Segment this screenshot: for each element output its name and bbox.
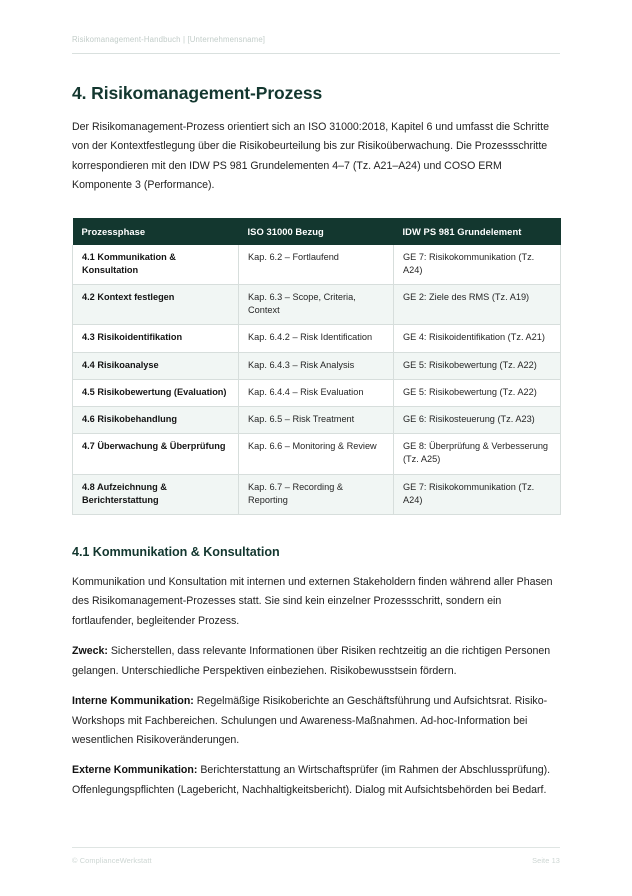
- page-footer: [72, 847, 560, 866]
- cell-idw: GE 5: Risikobewertung (Tz. A22): [394, 379, 561, 406]
- page-title: 4. Risikomanagement-Prozess: [72, 83, 323, 103]
- table-body: [73, 245, 561, 515]
- cell-phase: 4.7 Überwachung & Überprüfung: [73, 434, 239, 474]
- cell-phase: 4.8 Aufzeichnung & Berichterstattung: [73, 474, 239, 514]
- zweck-label: Zweck:: [72, 645, 108, 658]
- table-row: [73, 434, 561, 474]
- cell-phase: 4.4 Risikoanalyse: [73, 352, 239, 379]
- zweck-text: Sicherstellen, dass relevante Informationen über Risiken rechtzeitig an die richtigen Personen gelangen. Unterschiedliche Perspektiven einbeziehen. Risikobewusstsein fördern.: [72, 645, 551, 677]
- process-phase-table: [72, 218, 561, 515]
- cell-iso: Kap. 6.2 – Fortlaufend: [239, 245, 394, 285]
- table-header-row: [73, 218, 561, 245]
- footer-copyright: © ComplianceWerkstatt: [72, 856, 152, 865]
- externe-kommunikation-label: Externe Kommunikation:: [72, 764, 198, 777]
- process-table-container: [72, 218, 560, 515]
- table-row: [73, 474, 561, 514]
- section-paragraph-interne-kommunikation: [72, 692, 560, 750]
- cell-phase: 4.2 Kontext festlegen: [73, 285, 239, 325]
- header-divider: [72, 53, 560, 54]
- section-4-1: [72, 543, 560, 800]
- table-row: [73, 379, 561, 406]
- cell-phase: 4.3 Risikoidentifikation: [73, 325, 239, 352]
- cell-iso: Kap. 6.4.3 – Risk Analysis: [239, 352, 394, 379]
- cell-idw: GE 2: Ziele des RMS (Tz. A19): [394, 285, 561, 325]
- section-paragraph-zweck: [72, 642, 560, 681]
- cell-phase: 4.1 Kommunikation & Konsultation: [73, 245, 239, 285]
- section-heading: 4.1 Kommunikation & Konsultation: [72, 545, 280, 560]
- cell-iso: Kap. 6.4.2 – Risk Identification: [239, 325, 394, 352]
- cell-idw: GE 5: Risikobewertung (Tz. A22): [394, 352, 561, 379]
- cell-idw: GE 7: Risikokommunikation (Tz. A24): [394, 245, 561, 285]
- cell-iso: Kap. 6.7 – Recording & Reporting: [239, 474, 394, 514]
- cell-iso: Kap. 6.3 – Scope, Criteria, Context: [239, 285, 394, 325]
- section-paragraph-intro: Kommunikation und Konsultation mit internen und externen Stakeholdern finden während aller Phasen des Risikomanagement-Prozesses statt. Sie sind kein einzelner Prozessschritt, sondern ein fortlaufender, begleitender Prozess.: [72, 576, 553, 627]
- column-header-prozessphase: Prozessphase: [73, 218, 239, 245]
- chapter-intro-paragraph: Der Risikomanagement-Prozess orientiert sich an ISO 31000:2018, Kapitel 6 und umfasst die Schritte von der Kontextfestlegung über die Risikobeurteilung bis zur Risikoüberwachung. Die Prozessschritte korrespondieren mit den IDW PS 981 Grundelementen 4–7 (Tz. A21–A24) und COSO ERM Komponente 3 (Performance).: [72, 121, 549, 192]
- cell-phase: 4.5 Risikobewertung (Evaluation): [73, 379, 239, 406]
- cell-iso: Kap. 6.4.4 – Risk Evaluation: [239, 379, 394, 406]
- table-header: [73, 218, 561, 245]
- cell-iso: Kap. 6.6 – Monitoring & Review: [239, 434, 394, 474]
- column-header-idw-grundelement: IDW PS 981 Grundelement: [394, 218, 561, 245]
- cell-idw: GE 6: Risikosteuerung (Tz. A23): [394, 407, 561, 434]
- cell-idw: GE 4: Risikoidentifikation (Tz. A21): [394, 325, 561, 352]
- cell-phase: 4.6 Risikobehandlung: [73, 407, 239, 434]
- table-row: [73, 352, 561, 379]
- interne-kommunikation-label: Interne Kommunikation:: [72, 695, 194, 708]
- footer-divider: [72, 847, 560, 848]
- table-row: [73, 285, 561, 325]
- cell-idw: GE 7: Risikokommunikation (Tz. A24): [394, 474, 561, 514]
- footer-row: [72, 855, 560, 866]
- table-row: [73, 325, 561, 352]
- cell-iso: Kap. 6.5 – Risk Treatment: [239, 407, 394, 434]
- table-row: [73, 245, 561, 285]
- cell-idw: GE 8: Überprüfung & Verbesserung (Tz. A25): [394, 434, 561, 474]
- table-row: [73, 407, 561, 434]
- footer-page-number: Seite 13: [532, 856, 560, 865]
- running-header-text: Risikomanagement-Handbuch | [Unternehmensname]: [72, 35, 266, 44]
- externe-kommunikation-text: Berichterstattung an Wirtschaftsprüfer (im Rahmen der Abschlussprüfung). Offenlegungspflichten (Lagebericht, Nachhaltigkeitsbericht). Dialog mit Aufsichtsbehörden bei Bedarf.: [72, 764, 551, 796]
- running-header: [72, 0, 560, 54]
- section-paragraph-externe-kommunikation: [72, 761, 560, 800]
- interne-kommunikation-text: Regelmäßige Risikoberichte an Geschäftsführung und Aufsichtsrat. Risiko-Workshops mit Fachbereichen. Schulungen und Awareness-Maßnahmen. Ad-hoc-Information bei wesentlichen Risikoveränderungen.: [72, 695, 548, 746]
- column-header-iso-bezug: ISO 31000 Bezug: [239, 218, 394, 245]
